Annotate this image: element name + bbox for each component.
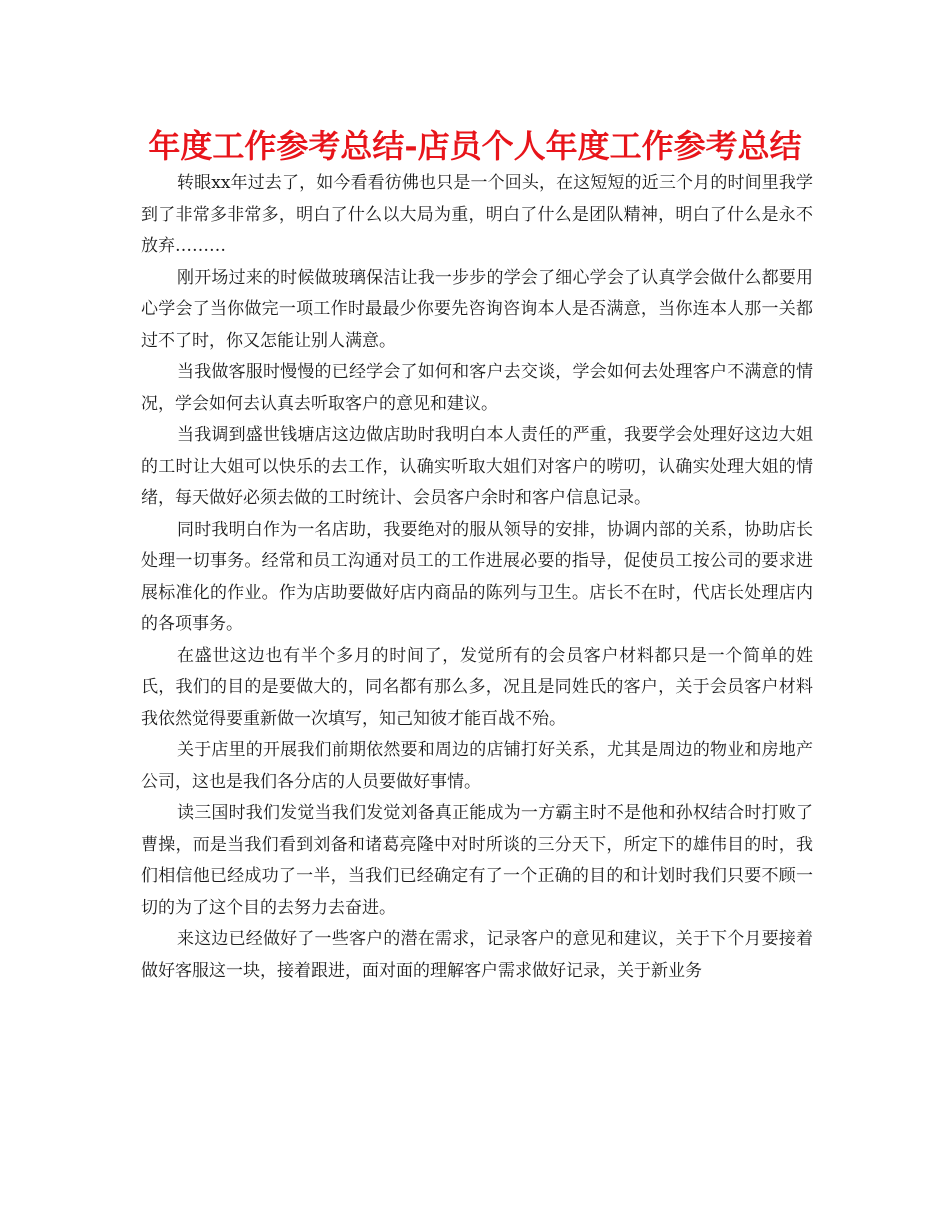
document-title: 年度工作参考总结-店员个人年度工作参考总结 xyxy=(148,127,802,165)
paragraph-1: 转眼xx年过去了，如今看看彷佛也只是一个回头，在这短短的近三个月的时间里我学到了非常多非常多，明白了什么以大局为重，明白了什么是团队精神，明白了什么是永不放弃……… xyxy=(141,173,813,256)
paragraph-9: 来这边已经做好了一些客户的潜在需求，记录客户的意见和建议，关于下个月要接着做好客服这一块，接着跟进，面对面的理解客户需求做好记录，关于新业务 xyxy=(141,929,813,981)
paragraph-5: 同时我明白作为一名店助，我要绝对的服从领导的安排，协调内部的关系，协助店长处理一切事务。经常和员工沟通对员工的工作进展必要的指导，促使员工按公司的要求进展标准化的作业。作为店助要做好店内商品的陈列与卫生。店长不在时，代店长处理店内的各项事务。 xyxy=(141,519,813,634)
paragraph-2: 刚开场过来的时候做玻璃保洁让我一步步的学会了细心学会了认真学会做什么都要用心学会了当你做完一项工作时最最少你要先咨询咨询本人是否满意，当你连本人那一关都过不了时，你又怎能让别人满意。 xyxy=(141,267,813,351)
paragraph-7: 关于店里的开展我们前期依然要和周边的店铺打好关系，尤其是周边的物业和房地产公司，这也是我们各分店的人员要做好事情。 xyxy=(141,740,813,792)
document-body xyxy=(141,168,813,987)
paragraph-6: 在盛世这边也有半个多月的时间了，发觉所有的会员客户材料都只是一个简单的姓氏，我们的目的是要做大的，同名都有那么多，况且是同姓氏的客户，关于会员客户材料我依然觉得要重新做一次填写，知己知彼才能百战不殆。 xyxy=(141,645,813,729)
paragraph-3: 当我做客服时慢慢的已经学会了如何和客户去交谈，学会如何去处理客户不满意的情况，学会如何去认真去听取客户的意见和建议。 xyxy=(141,362,813,414)
paragraph-4: 当我调到盛世钱塘店这边做店助时我明白本人责任的严重，我要学会处理好这边大姐的工时让大姐可以快乐的去工作，认确实听取大姐们对客户的唠叨，认确实处理大姐的情绪，每天做好必须去做的工时统计、会员客户余时和客户信息记录。 xyxy=(141,425,813,508)
paragraph-8: 读三国时我们发觉当我们发觉刘备真正能成为一方霸主时不是他和孙权结合时打败了曹操，而是当我们看到刘备和诸葛亮隆中对时所谈的三分天下，所定下的雄伟目的时，我们相信他已经成功了一半，当我们已经确定有了一个正确的目的和计划时我们只要不顾一切的为了这个目的去努力去奋进。 xyxy=(141,803,813,918)
